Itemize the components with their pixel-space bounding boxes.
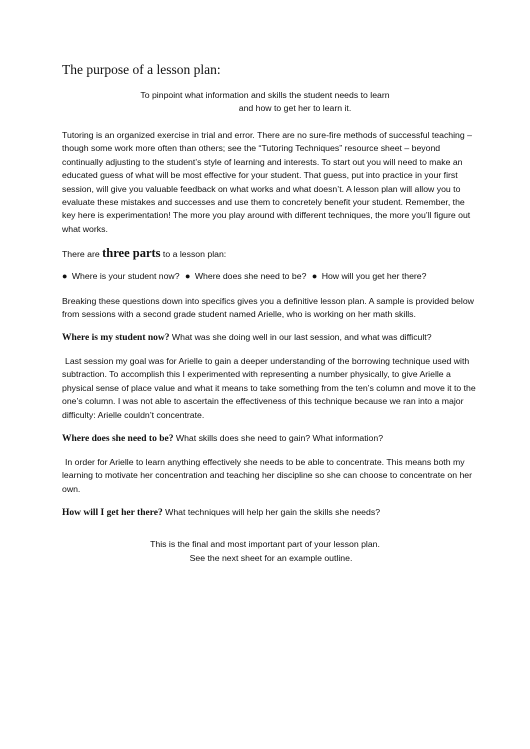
three-parts-emphasis: three parts xyxy=(102,246,161,260)
purpose-line-2: and how to get her to learn it. xyxy=(238,103,352,113)
question-1-heading: Where is my student now? xyxy=(62,333,170,343)
bullet-icon: ● xyxy=(62,271,68,281)
answer-2-paragraph: In order for Arielle to learn anything effectively she needs to be able to concentrate. This means both my learning to motivate her concentration and teaching her discipline so she can choose to concentrate on her own. xyxy=(62,457,473,494)
closing-line-1: This is the final and most important part of your lesson plan. xyxy=(150,539,380,549)
question-2-heading: Where does she need to be? xyxy=(62,434,174,444)
page-title: The purpose of a lesson plan: xyxy=(62,62,221,77)
bullet-item: Where does she need to be? xyxy=(194,271,307,281)
breakdown-paragraph: Breaking these questions down into specifics gives you a definitive lesson plan. A sample is provided below from sessions with a second grade student named Arielle, who is working on her math skills. xyxy=(62,296,474,320)
question-2-text: What skills does she need to gain? What information? xyxy=(175,433,384,443)
three-parts-suffix: to a lesson plan: xyxy=(160,249,227,259)
bullet-icon: ● xyxy=(184,271,191,281)
purpose-line-1: To pinpoint what information and skills the student needs to learn xyxy=(140,90,390,100)
bullet-item: How will you get her there? xyxy=(321,271,427,281)
question-3-line xyxy=(62,506,380,520)
question-bullets xyxy=(62,270,426,283)
bullet-item: Where is your student now? xyxy=(71,271,180,281)
question-3-heading: How will I get her there? xyxy=(62,508,163,518)
question-2-line xyxy=(62,432,383,446)
answer-1-paragraph: Last session my goal was for Arielle to gain a deeper understanding of the borrowing technique used with subtraction. To accomplish this I experimented with representing a number physically, to give Arielle a physical sense of place value and what it means to take something from the ten’s column and move it to the one’s column. I was not able to ascertain the effectiveness of this technique because we ran into a major difficulty: Arielle couldn’t concentrate. xyxy=(62,356,476,420)
closing-line-2: See the next sheet for an example outline. xyxy=(189,553,353,563)
question-1-line xyxy=(62,331,432,345)
intro-paragraph: Tutoring is an organized exercise in trial and error. There are no sure-fire methods of successful teaching – though some work more often than others; see the “Tutoring Techniques” resource sheet – beyond continually adjusting to the student’s style of learning and interests. To start out you will need to make an educated guess of what will be most effective for your student. That guess, put into practice in your first session, will give you valuable feedback on what works and what doesn’t. A lesson plan will allow you to evaluate these mistakes and successes and use them to concretely benefit your student. Remember, the key here is experimentation! The more you play around with different techniques, the more you’ll figure out what works. xyxy=(62,130,472,234)
bullet-icon: ● xyxy=(311,271,318,281)
question-3-text: What techniques will help her gain the skills she needs? xyxy=(165,507,381,517)
three-parts-line xyxy=(62,247,226,261)
three-parts-prefix: There are xyxy=(62,249,103,259)
question-1-text: What was she doing well in our last session, and what was difficult? xyxy=(171,332,432,342)
